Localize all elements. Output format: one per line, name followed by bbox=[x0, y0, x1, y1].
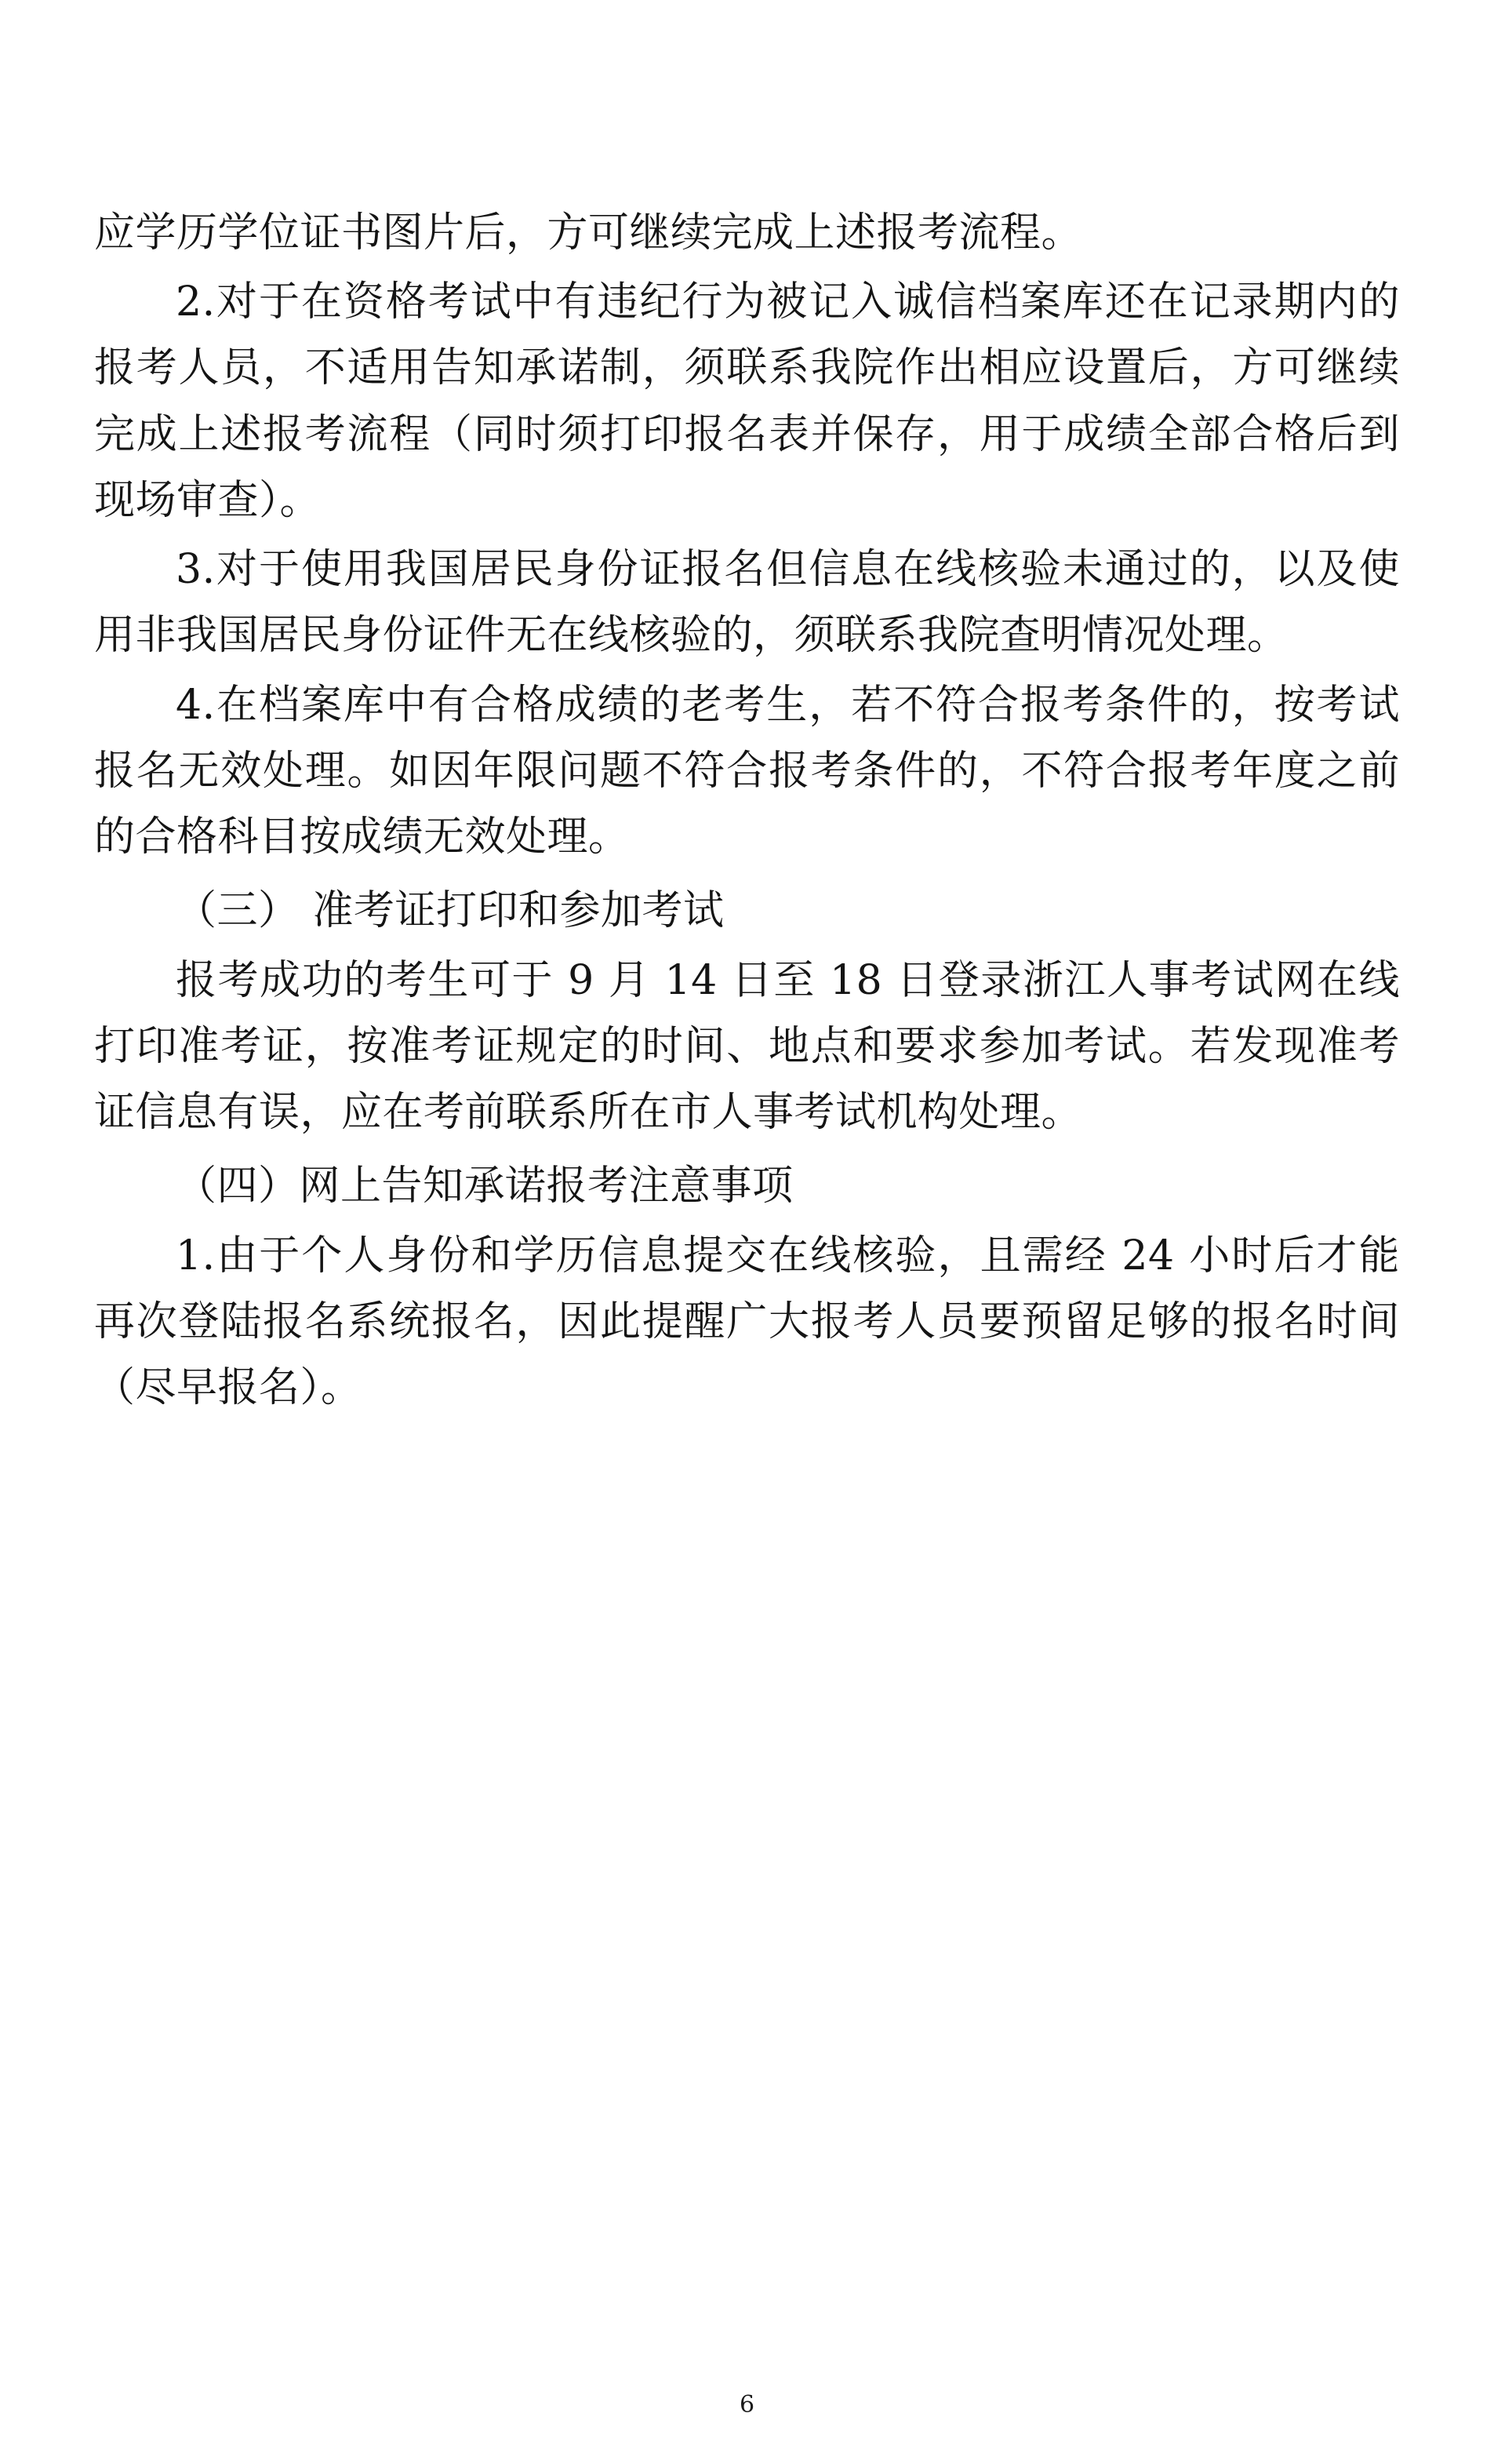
paragraph-p-item-4: 4.在档案库中有合格成绩的老考生，若不符合报考条件的，按考试报名无效处理。如因年限问题不符合报考条件的，不符合报考年度之前的合格科目按成绩无效处理。 bbox=[94, 681, 1400, 861]
paragraph-p-continuation: 应学历学位证书图片后，方可继续完成上述报考流程。 bbox=[94, 209, 1083, 257]
paragraph-p-notice-1: 1.由于个人身份和学历信息提交在线核验，且需经 24 小时后才能再次登陆报名系统报名，因此提醒广大报考人员要预留足够的报名时间（尽早报名）。 bbox=[94, 1232, 1400, 1411]
paragraph-p-heading-4: （四）网上告知承诺报考注意事项 bbox=[176, 1163, 794, 1210]
paragraph-p-exam-admission: 报考成功的考生可于 9 月 14 日至 18 日登录浙江人事考试网在线打印准考证，按准考证规定的时间、地点和要求参加考试。若发现准考证信息有误，应在考前联系所在市人事考试机构处理。 bbox=[94, 956, 1400, 1137]
paragraph-p-item-2: 2.对于在资格考试中有违纪行为被记入诚信档案库还在记录期内的报考人员，不适用告知承诺制，须联系我院作出相应设置后，方可继续完成上述报考流程（同时须打印报名表并保存，用于成绩全部合格后到现场审查）。 bbox=[94, 278, 1400, 524]
page-number: 6 bbox=[739, 2391, 755, 2419]
paragraph-p-item-3: 3.对于使用我国居民身份证报名但信息在线核验未通过的，以及使用非我国居民身份证件无在线核验的，须联系我院查明情况处理。 bbox=[94, 546, 1400, 660]
paragraph-p-heading-3: （三） 准考证打印和参加考试 bbox=[176, 887, 725, 935]
document-body bbox=[94, 200, 1400, 1421]
